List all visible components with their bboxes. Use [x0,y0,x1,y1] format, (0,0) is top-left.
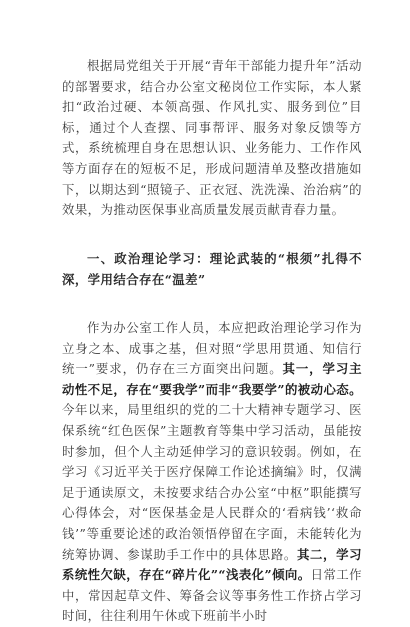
body-text: 日常工作中，常因起草文件、筹备会议等事务性工作挤占学习时间，往往利用午休或下班前半小时 [62,567,362,624]
body-text: 作为办公室工作人员，本应把政治理论学习作为立身之本、成事之基，但对照“学思用贯通、知信行统一”要求，仍存在三方面突出问题。 [62,320,362,377]
section-body-paragraph [62,318,362,627]
intro-paragraph: 根据局党组关于开展“青年干部能力提升年”活动的部署要求，结合办公室文秘岗位工作实际，本人紧扣“政治过硬、本领高强、作风扎实、服务到位”目标，通过个人查摆、同事帮评、服务对象反馈等方式，系统梳理自身在思想认识、业务能力、工作作风等方面存在的短板不足，形成问题清单及整改措施如下，以期达到“照镜子、正衣冠、洗洗澡、治治病”的效果，为推动医保事业高质量发展贡献青春力量。 [62,58,362,218]
section-heading: 一、政治理论学习：理论武装的“根须”扎得不深，学用结合存在“温差” [62,251,362,287]
body-text: 今年以来，局里组织的党的二十大精神专题学习、医保系统“红色医保”主题教育等集中学习活动，虽能按时参加，但个人主动延伸学习的意识较弱。例如，在学习《习近平关于医疗保障工作论述摘编》时，仅满足于通读原文，未按要求结合办公室“中枢”职能撰写心得体会，对“医保基金是人民群众的‘看病钱’‘救命钱’”等重要论述的政治领悟停留在字面，未能转化为统筹协调、参谋助手工作中的具体思路。 [62,402,362,562]
emphasis-text: 其一，学习主动性不足，存在“要我学”而非“我要学”的被动心态。 [62,361,363,397]
emphasis-text: 其二，学习系统性欠缺，存在“碎片化”“浅表化”倾向。 [62,546,363,583]
